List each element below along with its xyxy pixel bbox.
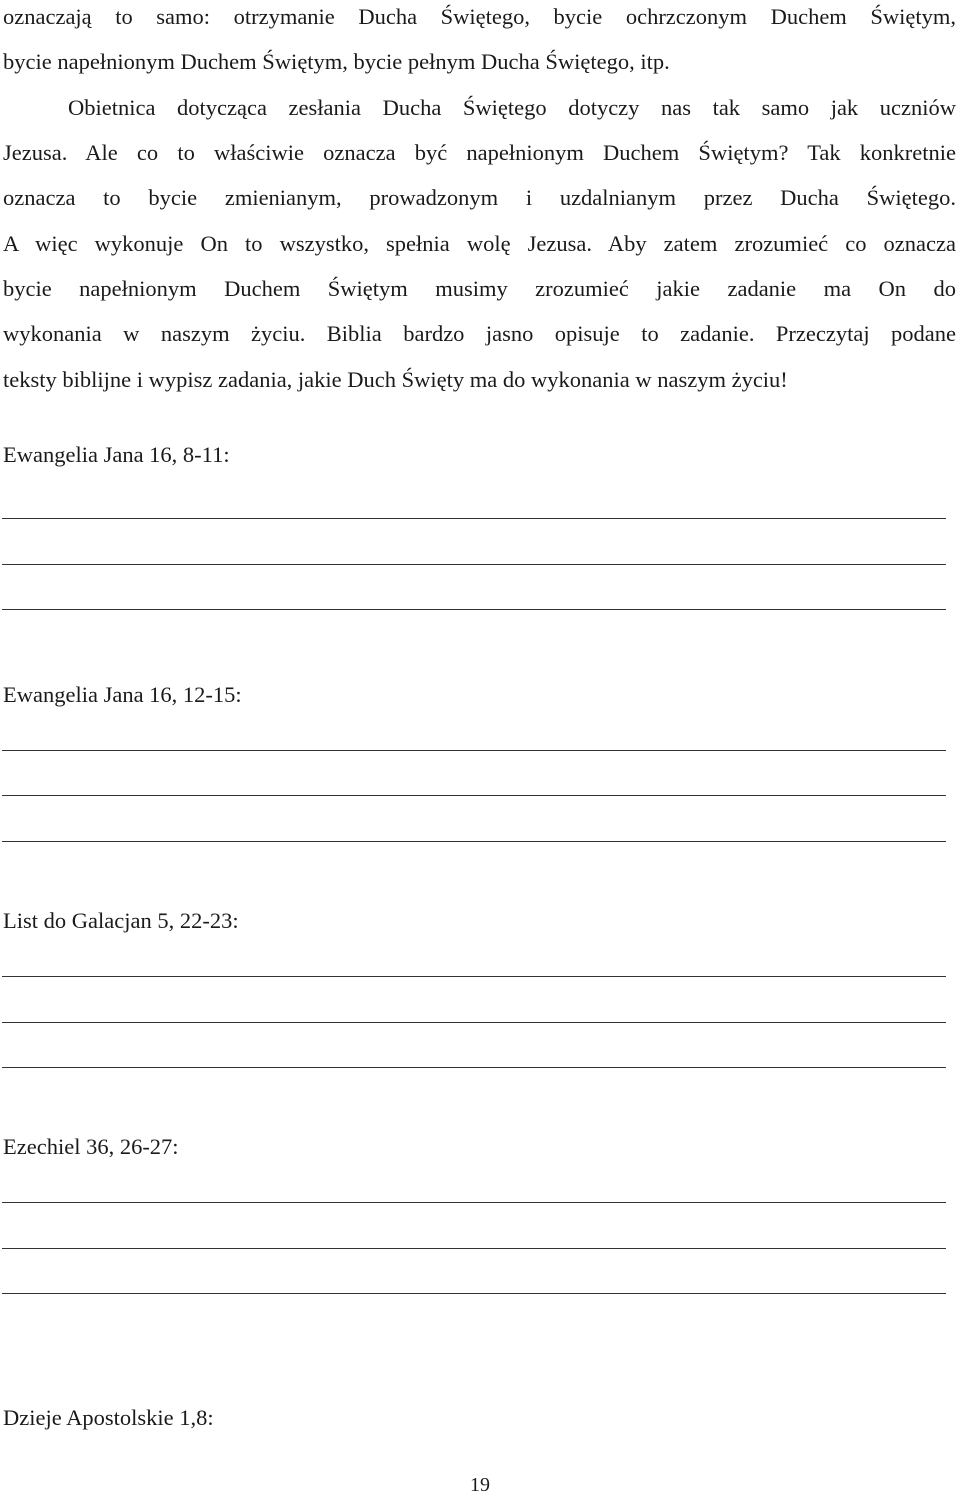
- answer-line: [2, 1248, 946, 1249]
- intro-line-6: A więc wykonuje On to wszystko, spełnia wolę Jezusa. Aby zatem zrozumieć co oznacza: [3, 231, 956, 256]
- intro-line-8: wykonania w naszym życiu. Biblia bardzo jasno opisuje to zadanie. Przeczytaj podane: [3, 321, 956, 346]
- section-heading-acts-1: Dzieje Apostolskie 1,8:: [3, 1405, 214, 1430]
- intro-line-1: oznaczają to samo: otrzymanie Ducha Świętego, bycie ochrzczonym Duchem Świętym,: [3, 4, 956, 29]
- intro-line-5: oznacza to bycie zmienianym, prowadzonym i uzdalnianym przez Ducha Świętego.: [3, 185, 956, 210]
- intro-line-9: teksty biblijne i wypisz zadania, jakie Duch Święty ma do wykonania w naszym życiu!: [3, 367, 788, 392]
- answer-line: [2, 1067, 946, 1068]
- answer-line: [2, 518, 946, 519]
- answer-line: [2, 1202, 946, 1203]
- section-heading-john-16-8: Ewangelia Jana 16, 8-11:: [3, 442, 230, 467]
- intro-line-3: Obietnica dotycząca zesłania Ducha Świętego dotyczy nas tak samo jak uczniów: [68, 95, 956, 120]
- answer-line: [2, 564, 946, 565]
- answer-line: [2, 976, 946, 977]
- answer-line: [2, 795, 946, 796]
- section-heading-ezekiel-36: Ezechiel 36, 26-27:: [3, 1134, 179, 1159]
- answer-line: [2, 750, 946, 751]
- intro-line-2: bycie napełnionym Duchem Świętym, bycie pełnym Ducha Świętego, itp.: [3, 49, 670, 74]
- answer-line: [2, 609, 946, 610]
- page-number: 19: [470, 1474, 490, 1496]
- intro-line-7: bycie napełnionym Duchem Świętym musimy zrozumieć jakie zadanie ma On do: [3, 276, 956, 301]
- answer-line: [2, 1022, 946, 1023]
- answer-line: [2, 841, 946, 842]
- section-heading-john-16-12: Ewangelia Jana 16, 12-15:: [3, 682, 242, 707]
- section-heading-galatians-5: List do Galacjan 5, 22-23:: [3, 908, 239, 933]
- intro-line-4: Jezusa. Ale co to właściwie oznacza być napełnionym Duchem Świętym? Tak konkretnie: [3, 140, 956, 165]
- answer-line: [2, 1293, 946, 1294]
